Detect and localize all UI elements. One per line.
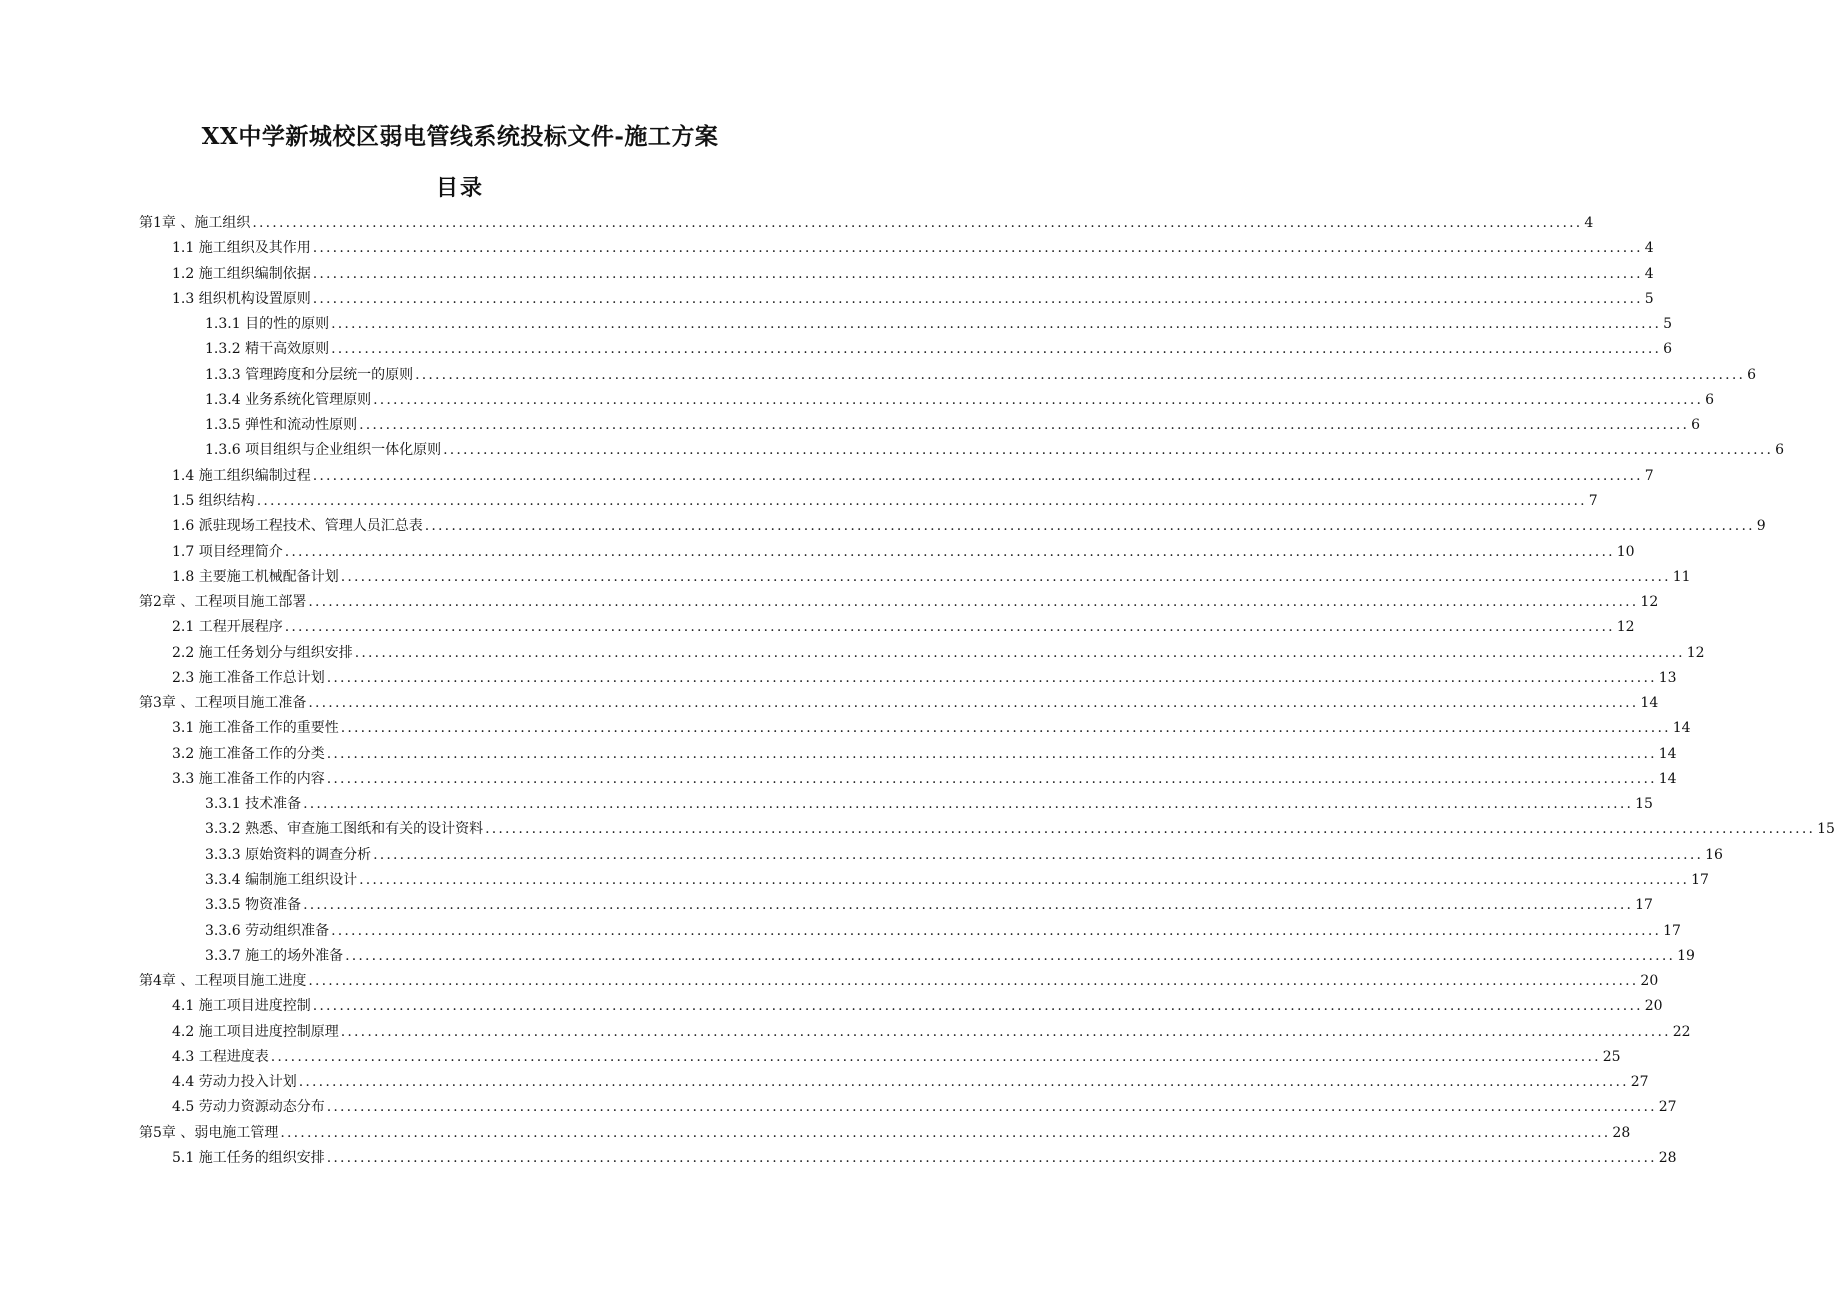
toc-entry-page-number: 20 xyxy=(1644,998,1663,1015)
toc-dot-leader: ........................................................................................................................................................................................................ xyxy=(298,1074,1629,1091)
toc-dot-leader: ........................................................................................................................................................................................................ xyxy=(326,1099,1657,1116)
toc-entry[interactable] xyxy=(172,288,1654,310)
toc-entry-label: 3.3.6 劳动组织准备 xyxy=(205,922,330,939)
toc-entry-page-number: 12 xyxy=(1640,594,1659,611)
toc-entry-label: 5.1 施工任务的组织安排 xyxy=(172,1149,325,1166)
toc-entry[interactable] xyxy=(205,793,1653,815)
toc-dot-leader: ........................................................................................................................................................................................................ xyxy=(415,366,1746,383)
toc-entry-page-number: 25 xyxy=(1602,1048,1621,1065)
toc-entry-page-number: 4 xyxy=(1644,240,1654,257)
toc-entry[interactable] xyxy=(172,566,1691,588)
toc-dot-leader: ........................................................................................................................................................................................................ xyxy=(373,846,1704,863)
toc-entry[interactable] xyxy=(172,1096,1677,1118)
toc-entry-page-number: 14 xyxy=(1658,745,1677,762)
toc-dot-leader: ........................................................................................................................................................................................................ xyxy=(331,341,1662,358)
toc-entry-label: 3.3.7 施工的场外准备 xyxy=(205,947,344,964)
toc-entry-label: 1.3.3 管理跨度和分层统一的原则 xyxy=(205,366,414,383)
toc-entry-page-number: 27 xyxy=(1658,1099,1677,1116)
toc-entry-label: 1.2 施工组织编制依据 xyxy=(172,265,311,282)
toc-dot-leader: ........................................................................................................................................................................................................ xyxy=(280,1124,1611,1141)
toc-dot-leader: ........................................................................................................................................................................................................ xyxy=(359,872,1690,889)
toc-entry-page-number: 7 xyxy=(1644,467,1654,484)
toc-dot-leader: ........................................................................................................................................................................................................ xyxy=(326,745,1657,762)
document-title: XX中学新城校区弱电管线系统投标文件-施工方案 xyxy=(201,123,719,150)
toc-entry-label: 1.3.6 项目组织与企业组织一体化原则 xyxy=(205,442,442,459)
toc-entry-label: 3.3.2 熟悉、审查施工图纸和有关的设计资料 xyxy=(205,821,484,838)
toc-entry[interactable] xyxy=(172,263,1654,285)
toc-entry-page-number: 12 xyxy=(1686,644,1705,661)
toc-dot-leader: ........................................................................................................................................................................................................ xyxy=(284,619,1615,636)
toc-dot-leader: ........................................................................................................................................................................................................ xyxy=(312,240,1643,257)
toc-entry[interactable] xyxy=(205,313,1673,335)
toc-entry-label: 1.6 派驻现场工程技术、管理人员汇总表 xyxy=(172,518,423,535)
toc-entry-label: 第5章 、弱电施工管理 xyxy=(139,1124,279,1141)
toc-dot-leader: ........................................................................................................................................................................................................ xyxy=(340,568,1671,585)
toc-dot-leader: ........................................................................................................................................................................................................ xyxy=(308,973,1639,990)
toc-entry-page-number: 6 xyxy=(1775,442,1785,459)
toc-dot-leader: ........................................................................................................................................................................................................ xyxy=(345,947,1676,964)
toc-dot-leader: ........................................................................................................................................................................................................ xyxy=(312,265,1643,282)
toc-entry-label: 第1章 、施工组织 xyxy=(139,215,251,231)
toc-entry-page-number: 4 xyxy=(1644,265,1654,282)
toc-entry[interactable] xyxy=(205,338,1673,360)
toc-entry-label: 3.3.4 编制施工组织设计 xyxy=(205,872,358,889)
toc-entry[interactable] xyxy=(172,1071,1649,1093)
toc-dot-leader: ........................................................................................................................................................................................................ xyxy=(326,770,1657,787)
toc-entry[interactable] xyxy=(172,465,1654,487)
toc-entry-label: 3.1 施工准备工作的重要性 xyxy=(172,720,339,737)
toc-entry[interactable] xyxy=(172,1147,1677,1169)
toc-dot-leader: ........................................................................................................................................................................................................ xyxy=(308,695,1639,712)
toc-entry[interactable] xyxy=(172,667,1677,689)
toc-entry-label: 1.1 施工组织及其作用 xyxy=(172,240,311,257)
toc-dot-leader: ........................................................................................................................................................................................................ xyxy=(424,518,1755,535)
toc-entry[interactable] xyxy=(205,389,1715,411)
toc-entry-page-number: 11 xyxy=(1672,568,1691,585)
toc-entry-page-number: 15 xyxy=(1817,821,1835,838)
toc-entry-page-number: 14 xyxy=(1672,720,1691,737)
toc-entry-page-number: 6 xyxy=(1691,417,1701,434)
toc-entry-label: 1.3.4 业务系统化管理原则 xyxy=(205,391,372,408)
toc-entry-label: 1.4 施工组织编制过程 xyxy=(172,467,311,484)
toc-dot-leader: ........................................................................................................................................................................................................ xyxy=(331,316,1662,333)
toc-entry-label: 4.3 工程进度表 xyxy=(172,1048,269,1065)
toc-entry-label: 2.1 工程开展程序 xyxy=(172,619,283,636)
toc-entry[interactable] xyxy=(205,894,1653,916)
toc-entry-page-number: 5 xyxy=(1663,316,1673,333)
toc-entry-label: 1.8 主要施工机械配备计划 xyxy=(172,568,339,585)
toc-entry-page-number: 14 xyxy=(1640,695,1659,712)
toc-entry[interactable] xyxy=(205,439,1785,461)
toc-entry-page-number: 6 xyxy=(1747,366,1757,383)
toc-entry-label: 1.3.1 目的性的原则 xyxy=(205,316,330,333)
toc-entry[interactable] xyxy=(205,920,1681,942)
toc-entry-label: 3.3.5 物资准备 xyxy=(205,897,302,914)
toc-entry[interactable] xyxy=(205,414,1701,436)
toc-dot-leader: ........................................................................................................................................................................................................ xyxy=(303,796,1634,813)
toc-entry[interactable] xyxy=(172,1021,1691,1043)
toc-entry-page-number: 9 xyxy=(1756,518,1766,535)
toc-entry[interactable] xyxy=(139,692,1659,714)
toc-dot-leader: ........................................................................................................................................................................................................ xyxy=(340,720,1671,737)
toc-dot-leader: ........................................................................................................................................................................................................ xyxy=(256,492,1587,509)
toc-entry-page-number: 28 xyxy=(1658,1149,1677,1166)
toc-entry[interactable] xyxy=(205,364,1757,386)
toc-entry-page-number: 28 xyxy=(1612,1124,1631,1141)
toc-dot-leader: ........................................................................................................................................................................................................ xyxy=(485,821,1816,838)
toc-entry-label: 1.3.5 弹性和流动性原则 xyxy=(205,417,358,434)
toc-entry-label: 第2章 、工程项目施工部署 xyxy=(139,594,307,611)
toc-entry-page-number: 20 xyxy=(1640,973,1659,990)
toc-dot-leader: ........................................................................................................................................................................................................ xyxy=(326,1149,1657,1166)
toc-entry-label: 4.5 劳动力资源动态分布 xyxy=(172,1099,325,1116)
toc-dot-leader: ........................................................................................................................................................................................................ xyxy=(303,897,1634,914)
toc-entry-label: 4.1 施工项目进度控制 xyxy=(172,998,311,1015)
toc-entry-page-number: 5 xyxy=(1644,290,1654,307)
toc-entry[interactable] xyxy=(172,237,1654,259)
toc-entry-page-number: 16 xyxy=(1705,846,1723,863)
toc-dot-leader: ........................................................................................................................................................................................................ xyxy=(373,391,1704,408)
toc-entry-label: 2.3 施工准备工作总计划 xyxy=(172,669,325,686)
toc-entry-page-number: 17 xyxy=(1691,872,1709,889)
toc-entry-page-number: 10 xyxy=(1616,543,1635,560)
toc-entry-page-number: 22 xyxy=(1672,1023,1691,1040)
toc-dot-leader: ........................................................................................................................................................................................................ xyxy=(340,1023,1671,1040)
toc-entry-label: 3.2 施工准备工作的分类 xyxy=(172,745,325,762)
toc-entry[interactable] xyxy=(172,1046,1621,1068)
toc-entry-page-number: 6 xyxy=(1663,341,1673,358)
toc-entry-label: 4.4 劳动力投入计划 xyxy=(172,1074,297,1091)
toc-entry[interactable] xyxy=(172,490,1598,512)
toc-dot-leader: ........................................................................................................................................................................................................ xyxy=(252,215,1583,231)
toc-dot-leader: ........................................................................................................................................................................................................ xyxy=(326,669,1657,686)
toc-entry-label: 第4章 、工程项目施工进度 xyxy=(139,973,307,990)
toc-entry[interactable] xyxy=(172,515,1766,537)
toc-entry[interactable] xyxy=(139,970,1659,992)
toc-entry[interactable] xyxy=(205,818,1835,840)
toc-entry-page-number: 13 xyxy=(1658,669,1677,686)
toc-entry[interactable] xyxy=(139,1122,1631,1144)
toc-dot-leader: ........................................................................................................................................................................................................ xyxy=(284,543,1615,560)
toc-entry-page-number: 17 xyxy=(1635,897,1653,914)
toc-entry-page-number: 15 xyxy=(1635,796,1653,813)
toc-entry-label: 4.2 施工项目进度控制原理 xyxy=(172,1023,339,1040)
toc-entry-page-number: 6 xyxy=(1705,391,1715,408)
toc-entry[interactable] xyxy=(205,844,1723,866)
toc-entry-page-number: 17 xyxy=(1663,922,1681,939)
toc-entry-label: 1.7 项目经理简介 xyxy=(172,543,283,560)
toc-entry-page-number: 27 xyxy=(1630,1074,1649,1091)
toc-entry-page-number: 7 xyxy=(1588,492,1598,509)
toc-dot-leader: ........................................................................................................................................................................................................ xyxy=(359,417,1690,434)
toc-entry[interactable] xyxy=(172,743,1677,765)
toc-entry[interactable] xyxy=(139,212,1594,234)
toc-entry-label: 2.2 施工任务划分与组织安排 xyxy=(172,644,353,661)
toc-dot-leader: ........................................................................................................................................................................................................ xyxy=(354,644,1685,661)
toc-dot-leader: ........................................................................................................................................................................................................ xyxy=(308,594,1639,611)
toc-entry[interactable] xyxy=(172,995,1663,1017)
toc-entry[interactable] xyxy=(172,541,1635,563)
toc-entry-page-number: 14 xyxy=(1658,770,1677,787)
toc-entry-label: 1.3.2 精干高效原则 xyxy=(205,341,330,358)
toc-entry-page-number: 4 xyxy=(1584,215,1594,231)
toc-entry[interactable] xyxy=(172,717,1691,739)
toc-entry[interactable] xyxy=(205,869,1709,891)
toc-entry-label: 1.3 组织机构设置原则 xyxy=(172,290,311,307)
toc-entry-page-number: 19 xyxy=(1677,947,1695,964)
toc-entry-label: 3.3.3 原始资料的调查分析 xyxy=(205,846,372,863)
toc-entry[interactable] xyxy=(139,591,1659,613)
toc-entry-label: 3.3.1 技术准备 xyxy=(205,796,302,813)
toc-dot-leader: ........................................................................................................................................................................................................ xyxy=(331,922,1662,939)
toc-entry-label: 第3章 、工程项目施工准备 xyxy=(139,695,307,712)
toc-dot-leader: ........................................................................................................................................................................................................ xyxy=(312,467,1643,484)
toc-dot-leader: ........................................................................................................................................................................................................ xyxy=(312,290,1643,307)
toc-dot-leader: ........................................................................................................................................................................................................ xyxy=(312,998,1643,1015)
toc-entry[interactable] xyxy=(172,768,1677,790)
toc-entry[interactable] xyxy=(172,616,1635,638)
toc-entry-label: 1.5 组织结构 xyxy=(172,492,255,509)
toc-entry-page-number: 12 xyxy=(1616,619,1635,636)
toc-heading: 目录 xyxy=(435,175,484,201)
toc-entry[interactable] xyxy=(205,945,1695,967)
toc-dot-leader: ........................................................................................................................................................................................................ xyxy=(443,442,1774,459)
toc-entry[interactable] xyxy=(172,642,1705,664)
toc-entry-label: 3.3 施工准备工作的内容 xyxy=(172,770,325,787)
toc-dot-leader: ........................................................................................................................................................................................................ xyxy=(270,1048,1601,1065)
